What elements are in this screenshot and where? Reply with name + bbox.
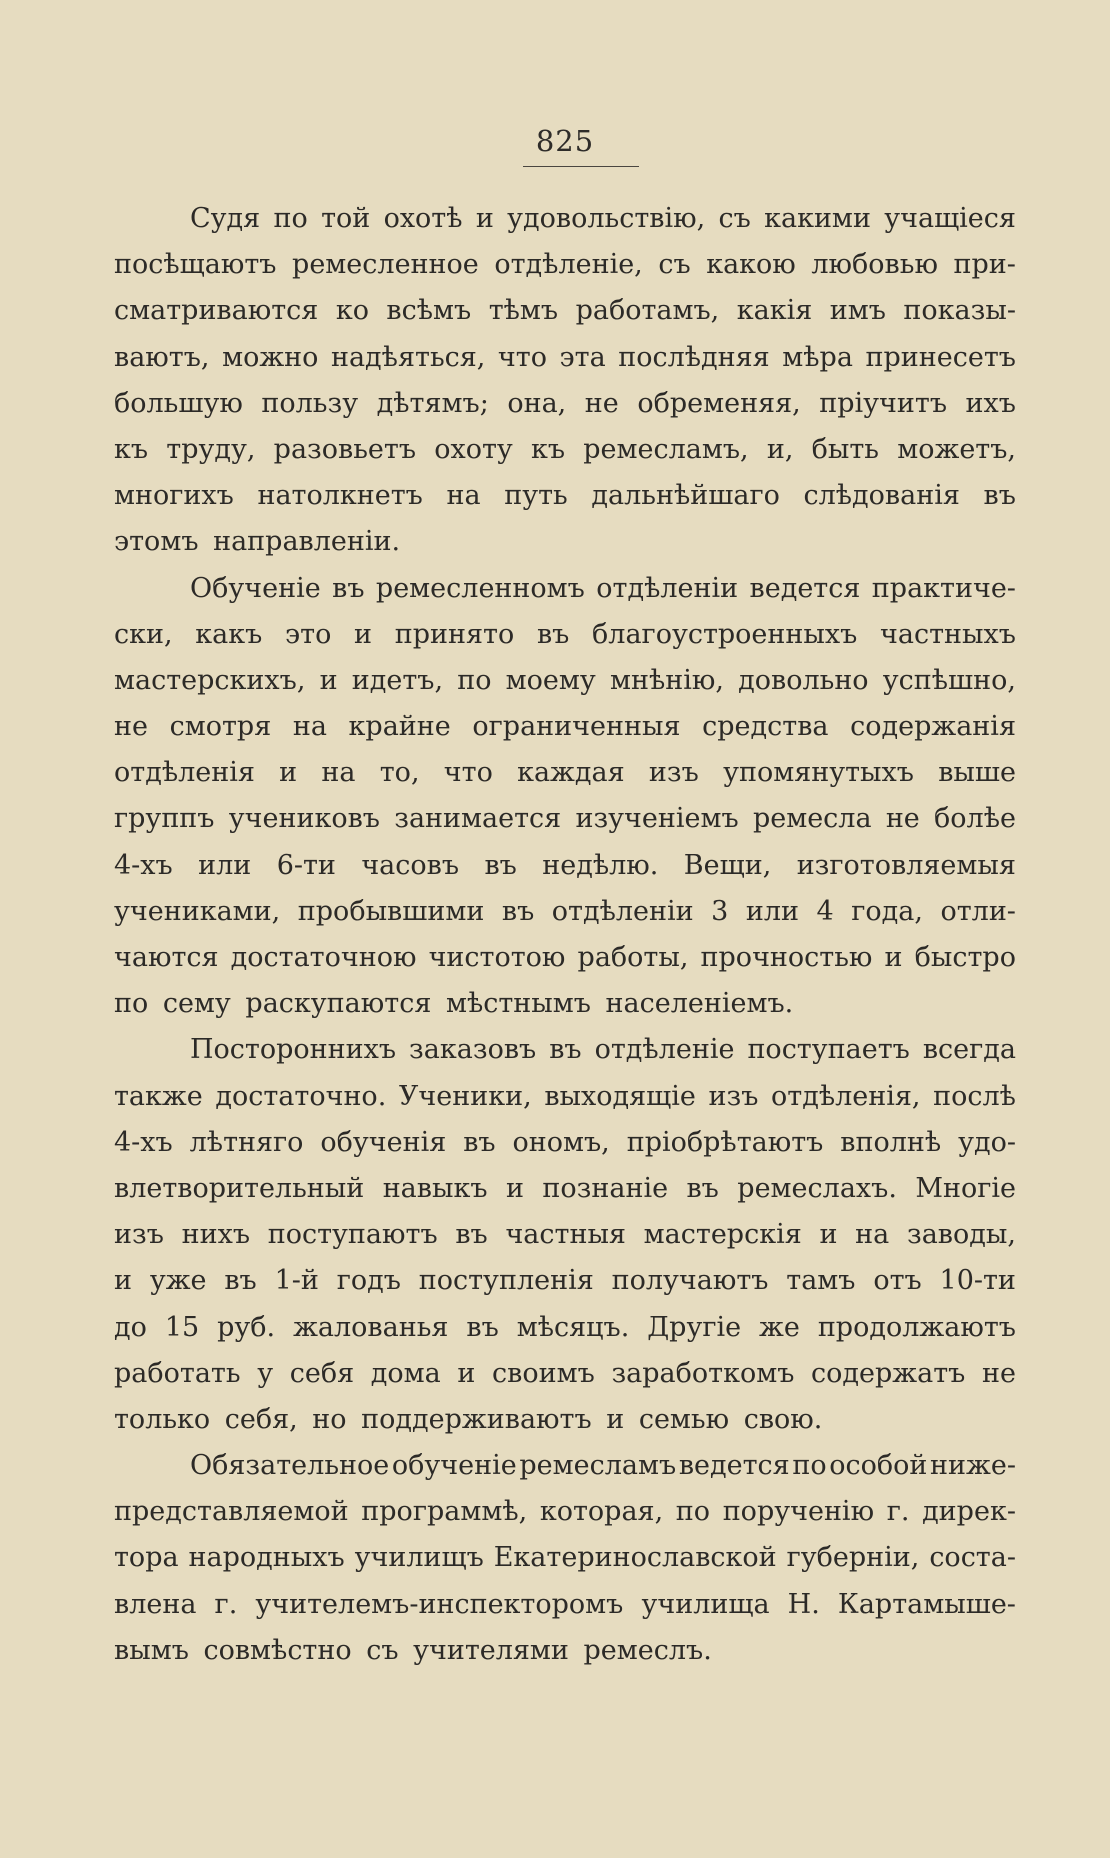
- text-line: учениками, пробывшими въ отдѣленіи 3 или 4 года, отли-: [114, 895, 1016, 927]
- text-line: ски, какъ это и принято въ благоустроенныхъ частныхъ: [114, 618, 1016, 650]
- text-line: вымъ совмѣстно съ учителями ремеслъ.: [114, 1634, 712, 1666]
- text-line: только себя, но поддерживаютъ и семью свою.: [114, 1403, 823, 1435]
- paragraph: [114, 1443, 1016, 1674]
- text-line: влетворительный навыкъ и познаніе въ ремеслахъ. Многіе: [114, 1172, 1016, 1204]
- text-line: Обязательное обученіе ремесламъ ведется по особой ниже-: [190, 1450, 1016, 1482]
- paragraph: [114, 1027, 1016, 1443]
- text-line: Судя по той охотѣ и удовольствію, съ какими учащіеся: [190, 203, 1016, 234]
- text-line: также достаточно. Ученики, выходящіе изъ отдѣленія, послѣ: [114, 1080, 1016, 1112]
- text-line: по сему раскупаются мѣстнымъ населеніемъ.: [114, 988, 794, 1020]
- text-line: изъ нихъ поступаютъ въ частныя мастерскія и на заводы,: [114, 1219, 1016, 1251]
- text-line: группъ учениковъ занимается изученіемъ ремесла не болѣе: [114, 803, 1016, 835]
- text-line: тора народныхъ училищъ Екатеринославской губерніи, соста-: [114, 1542, 1016, 1574]
- text-line: до 15 руб. жалованья въ мѣсяцъ. Другіе же продолжаютъ: [114, 1311, 1016, 1343]
- text-line: чаются достаточною чистотою работы, прочностью и быстро: [114, 942, 1016, 973]
- text-line: 4-хъ или 6-ти часовъ въ недѣлю. Вещи, изготовляемыя: [114, 849, 1016, 881]
- text-line: сматриваются ко всѣмъ тѣмъ работамъ, какія имъ показы-: [114, 295, 1016, 327]
- text-line: мастерскихъ, и идетъ, по моему мнѣнію, довольно успѣшно,: [114, 664, 1016, 696]
- text-line: представляемой программѣ, которая, по порученію г. дирек-: [114, 1496, 1016, 1528]
- paragraph: [114, 566, 1016, 1028]
- text-line: большую пользу дѣтямъ; она, не обременяя, пріучитъ ихъ: [114, 387, 1016, 419]
- paragraph: [114, 196, 1016, 566]
- text-line: Обученіе въ ремесленномъ отдѣленіи ведется практиче-: [190, 572, 1016, 604]
- text-line: этомъ направленіи.: [114, 526, 401, 558]
- page-number: 825: [535, 124, 595, 158]
- text-line: многихъ натолкнетъ на путь дальнѣйшаго слѣдованія въ: [114, 480, 1016, 512]
- text-line: не смотря на крайне ограниченныя средства содержанія: [114, 711, 1016, 743]
- text-line: 4-хъ лѣтняго обученія въ ономъ, пріобрѣтаютъ вполнѣ удо-: [114, 1126, 1016, 1158]
- body-text: [114, 196, 1016, 1674]
- page-number-rule: [523, 166, 639, 167]
- text-line: ваютъ, можно надѣяться, что эта послѣдняя мѣра принесетъ: [114, 341, 1016, 373]
- text-line: къ труду, разовьетъ охоту къ ремесламъ, и, быть можетъ,: [114, 433, 1016, 465]
- text-line: влена г. учителемъ-инспекторомъ училища Н. Картамыше-: [114, 1588, 1016, 1620]
- text-line: работать у себя дома и своимъ заработкомъ содержатъ не: [114, 1357, 1016, 1389]
- text-line: Постороннихъ заказовъ въ отдѣленіе поступаетъ всегда: [190, 1034, 1016, 1066]
- text-line: посѣщаютъ ремесленное отдѣленіе, съ какою любовью при-: [114, 249, 1016, 281]
- text-line: отдѣленія и на то, что каждая изъ упомянутыхъ выше: [114, 757, 1016, 789]
- text-line: и уже въ 1-й годъ поступленія получаютъ тамъ отъ 10-ти: [114, 1265, 1016, 1297]
